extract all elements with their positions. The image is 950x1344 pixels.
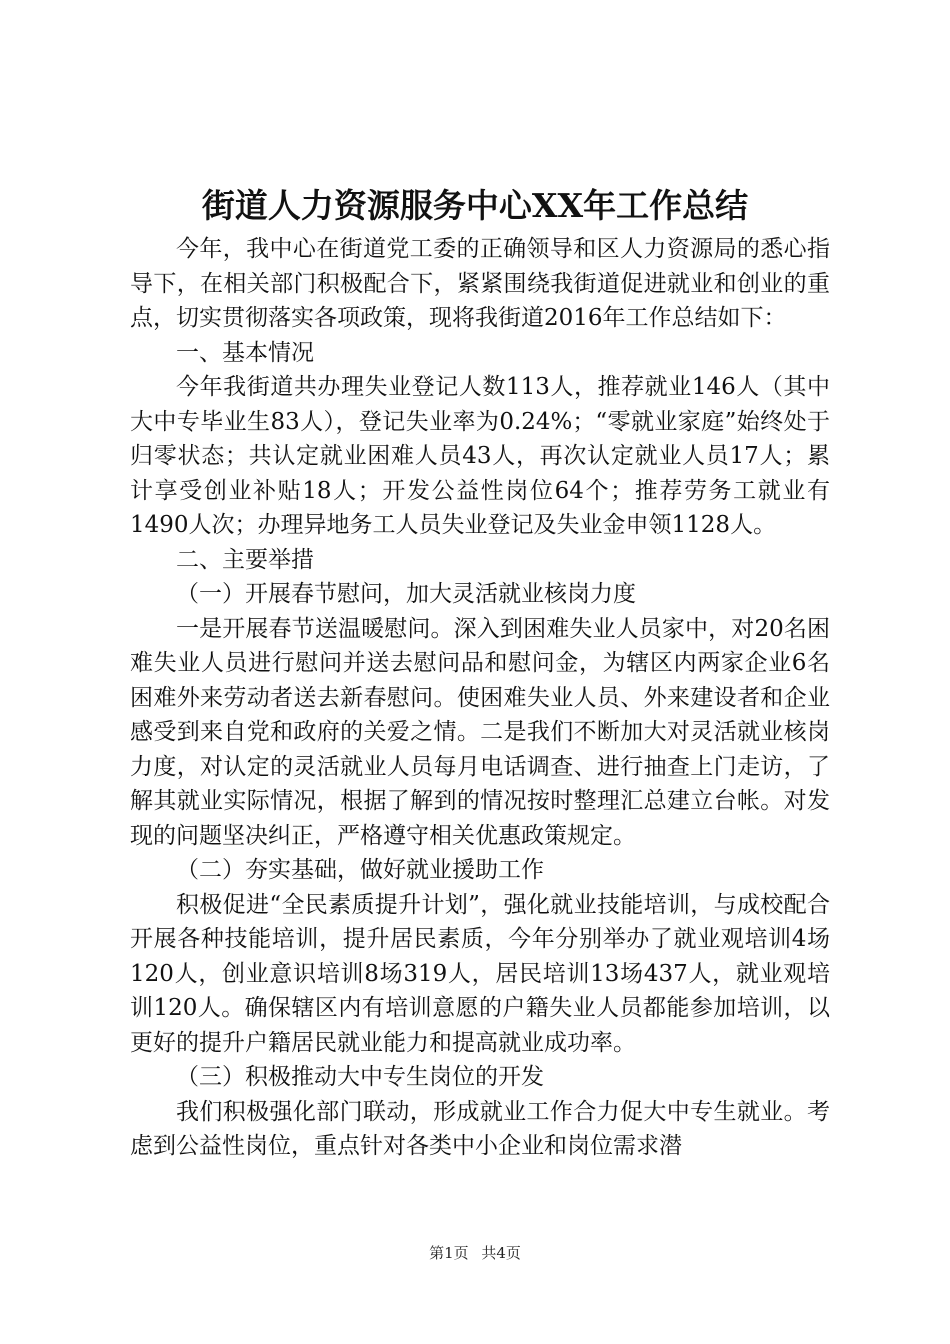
subheading-spring-festival: （一）开展春节慰问，加大灵活就业核岗力度	[176, 581, 636, 607]
paragraph-spring-festival: 一是开展春节送温暖慰问。深入到困难失业人员家中，对20名困难失业人员进行慰问并送去慰问品和慰问金，为辖区内两家企业6名困难外来劳动者送去新春慰问。使困难失业人员、外来建设者和企业感受到来自党和政府的关爱之情。二是我们不断加大对灵活就业核岗力度，对认定的灵活就业人员每月电话调查、进行抽查上门走访，了解其就业实际情况，根据了解到的情况按时整理汇总建立台帐。对发现的问题坚决纠正，严格遵守相关优惠政策规定。	[130, 615, 830, 849]
paragraph-graduate-posts: 我们积极强化部门联动，形成就业工作合力促大中专生就业。考虑到公益性岗位，重点针对各类中小企业和岗位需求潜	[130, 1098, 830, 1159]
section-heading-basic: 一、基本情况	[176, 339, 314, 366]
page-total: 共4页	[481, 1244, 521, 1262]
paragraph-training: 积极促进“全民素质提升计划”，强化就业技能培训，与成校配合开展各种技能培训，提升居民素质，今年分别举办了就业观培训4场120人，创业意识培训8场319人，居民培训13场437人，就业观培训120人。确保辖区内有培训意愿的户籍失业人员都能参加培训，以更好的提升户籍居民就业能力和提高就业成功率。	[130, 891, 830, 1056]
section-heading-measures: 二、主要举措	[176, 546, 314, 573]
document-body	[130, 232, 830, 1164]
subheading-foundation: （二）夯实基础，做好就业援助工作	[176, 857, 544, 883]
document-title: 街道人力资源服务中心XX年工作总结	[201, 186, 749, 225]
page-number: 第1页	[429, 1244, 469, 1262]
paragraph-basic-stats: 今年我街道共办理失业登记人数113人，推荐就业146人（其中大中专毕业生83人），登记失业率为0.24%；“零就业家庭”始终处于归零状态；共认定就业困难人员43人，再次认定就业人员17人；累计享受创业补贴18人；开发公益性岗位64个；推荐劳务工就业有1490人次；办理异地务工人员失业登记及失业金申领1128人。	[130, 374, 830, 538]
page-footer	[0, 1242, 950, 1264]
paragraph-intro: 今年，我中心在街道党工委的正确领导和区人力资源局的悉心指导下，在相关部门积极配合下，紧紧围绕我街道促进就业和创业的重点，切实贯彻落实各项政策，现将我街道2016年工作总结如下：	[130, 236, 830, 331]
subheading-graduate-posts: （三）积极推动大中专生岗位的开发	[176, 1064, 544, 1090]
